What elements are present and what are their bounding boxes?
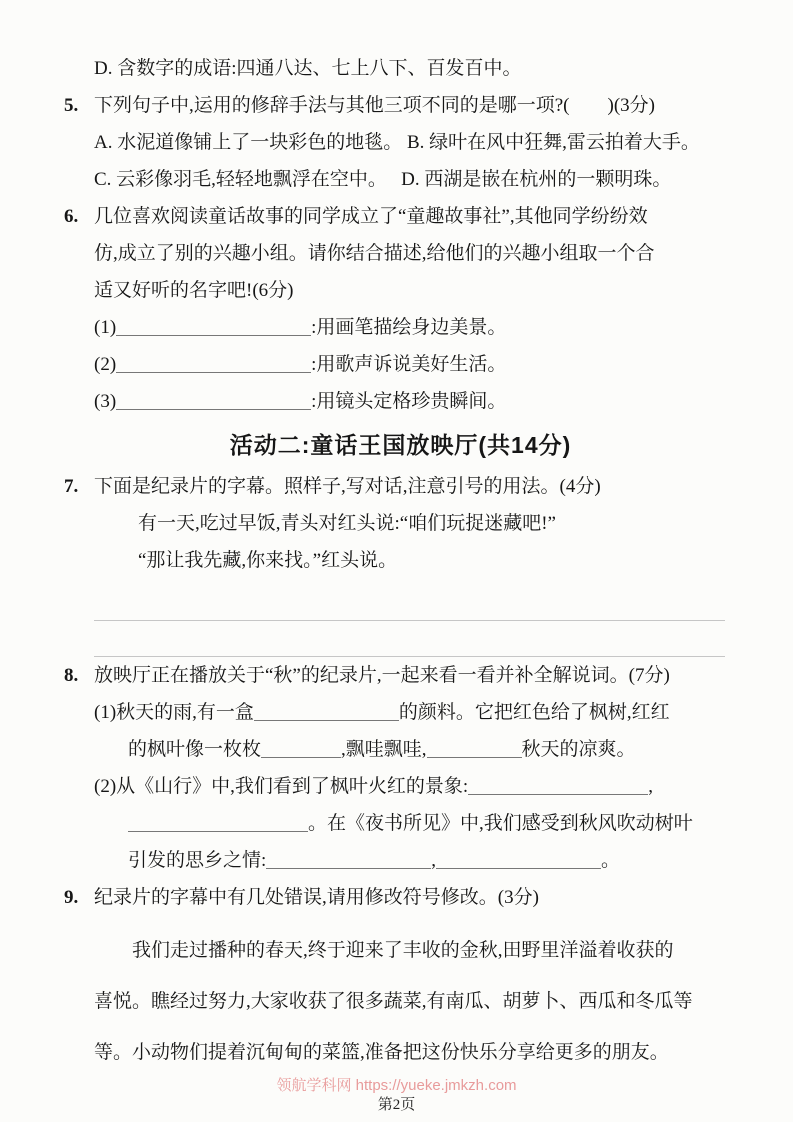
text-segment: 。 [601, 850, 621, 871]
fill-in-blank [128, 813, 308, 832]
question-8-sub2-line2 [94, 805, 737, 842]
answer-writing-line [94, 621, 725, 657]
question-6-item-2 [94, 346, 737, 383]
question-7-example-line1: 有一天,吃过早饭,青头对红头说:“咱们玩捉迷藏吧!” [138, 513, 556, 534]
answer-blank [116, 317, 311, 336]
text-segment: (1)秋天的雨,有一盒 [94, 702, 254, 723]
question-7 [64, 468, 737, 657]
item-text: :用镜头定格珍贵瞬间。 [311, 391, 507, 412]
fill-in-blank [436, 850, 601, 869]
question-6-stem-line1: 几位喜欢阅读童话故事的同学成立了“童趣故事社”,其他同学纷纷效 [94, 206, 648, 227]
question-8-number: 8. [64, 665, 79, 686]
item-label: (3) [94, 391, 117, 412]
question-8-stem: 放映厅正在播放关于“秋”的纪录片,一起来看一看并补全解说词。(7分) [94, 665, 670, 686]
page-content [64, 50, 737, 1078]
option-d-line: D. 含数字的成语:四通八达、七上八下、百发百中。 [94, 58, 522, 79]
text-segment: 的颜料。它把红色给了枫树,红红 [398, 702, 670, 723]
question-8-sub1-line2 [94, 731, 737, 768]
question-5-options-ab: A. 水泥道像铺上了一块彩色的地毯。 B. 绿叶在风中狂舞,雷云拍着大手。 [94, 132, 700, 153]
question-8-sub2-line1 [94, 768, 737, 805]
page-number: 第2页 [377, 1097, 416, 1113]
text-segment: ,飘哇飘哇, [341, 739, 427, 760]
question-6-item-1 [94, 309, 737, 346]
item-label: (2) [94, 354, 117, 375]
passage-line3: 等。小动物们提着沉甸甸的菜篮,准备把这份快乐分享给更多的朋友。 [94, 1042, 669, 1063]
item-text: :用画笔描绘身边美景。 [311, 317, 507, 338]
question-6-number: 6. [64, 206, 79, 227]
item-label: (1) [94, 317, 117, 338]
passage-line1: 我们走过播种的春天,终于迎来了丰收的金秋,田野里洋溢着收获的 [132, 940, 674, 961]
fill-in-blank [254, 702, 399, 721]
answer-blank [116, 391, 311, 410]
section-2-title: 活动二:童话王国放映厅(共14分) [229, 432, 572, 458]
question-7-example-line2: “那让我先藏,你来找。”红头说。 [138, 550, 398, 571]
passage-line2: 喜悦。瞧经过努力,大家收获了很多蔬菜,有南瓜、胡萝卜、西瓜和冬瓜等 [94, 991, 693, 1012]
fill-in-blank [266, 850, 431, 869]
text-segment: (2)从《山行》中,我们看到了枫叶火红的景象: [94, 776, 469, 797]
fill-in-blank [468, 776, 648, 795]
question-7-stem: 下面是纪录片的字幕。照样子,写对话,注意引号的用法。(4分) [94, 476, 601, 497]
question-8 [64, 657, 737, 879]
text-segment: , [431, 850, 437, 871]
answer-blank [116, 354, 311, 373]
text-segment: 。在《夜书所见》中,我们感受到秋风吹动树叶 [308, 813, 693, 834]
fill-in-blank [427, 739, 522, 758]
fill-in-blank [261, 739, 341, 758]
text-segment: 的枫叶像一枚枚 [128, 739, 262, 760]
question-9-number: 9. [64, 887, 79, 908]
question-5-number: 5. [64, 95, 79, 116]
text-segment: , [648, 776, 653, 797]
question-6 [64, 198, 737, 420]
question-5-options-cd: C. 云彩像羽毛,轻轻地飘浮在空中。 D. 西湖是嵌在杭州的一颗明珠。 [94, 169, 672, 190]
site-watermark: 领航学科网 https://yueke.jmkzh.com [276, 1077, 517, 1094]
text-segment: 秋天的凉爽。 [521, 739, 636, 760]
question-9-passage [94, 925, 737, 1078]
question-6-item-3 [94, 383, 737, 420]
item-text: :用歌声诉说美好生活。 [311, 354, 507, 375]
question-7-number: 7. [64, 476, 79, 497]
text-segment: 引发的思乡之情: [128, 850, 267, 871]
question-6-stem-line3: 适又好听的名字吧!(6分) [94, 280, 294, 301]
answer-writing-line [94, 585, 725, 621]
question-6-stem-line2: 仿,成立了别的兴趣小组。请你结合描述,给他们的兴趣小组取一个合 [94, 243, 655, 264]
question-5-stem: 下列句子中,运用的修辞手法与其他三项不同的是哪一项?( )(3分) [94, 95, 655, 116]
question-9 [64, 879, 737, 1078]
question-8-sub1-line1 [94, 694, 737, 731]
question-8-sub2-line3 [94, 842, 737, 879]
question-9-stem: 纪录片的字幕中有几处错误,请用修改符号修改。(3分) [94, 887, 539, 908]
question-5 [64, 87, 737, 198]
